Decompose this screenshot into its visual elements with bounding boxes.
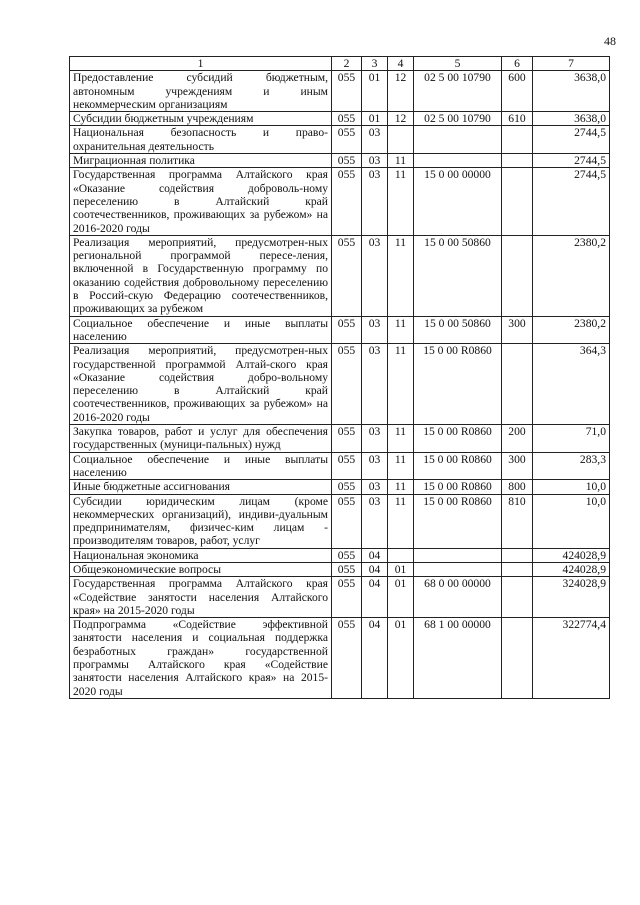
row-section: 03 bbox=[362, 344, 388, 425]
row-subsection: 12 bbox=[388, 71, 414, 112]
row-target bbox=[414, 126, 502, 154]
row-target: 15 0 00 00000 bbox=[414, 168, 502, 235]
row-subsection: 11 bbox=[388, 168, 414, 235]
row-section: 03 bbox=[362, 154, 388, 168]
row-ministry: 055 bbox=[332, 71, 362, 112]
table-row bbox=[70, 112, 610, 126]
row-section: 03 bbox=[362, 494, 388, 548]
row-expense-type bbox=[502, 577, 533, 618]
table-row bbox=[70, 71, 610, 112]
table-row bbox=[70, 452, 610, 480]
row-subsection: 01 bbox=[388, 618, 414, 699]
row-amount: 2380,2 bbox=[533, 316, 610, 344]
row-amount: 10,0 bbox=[533, 480, 610, 494]
row-expense-type bbox=[502, 126, 533, 154]
row-name: Общеэкономические вопросы bbox=[70, 562, 332, 576]
row-ministry: 055 bbox=[332, 112, 362, 126]
row-name: Миграционная политика bbox=[70, 154, 332, 168]
row-expense-type bbox=[502, 562, 533, 576]
row-expense-type: 800 bbox=[502, 480, 533, 494]
row-name: Субсидии бюджетным учреждениям bbox=[70, 112, 332, 126]
row-section: 03 bbox=[362, 168, 388, 235]
row-amount: 2744,5 bbox=[533, 168, 610, 235]
table-row bbox=[70, 316, 610, 344]
row-subsection: 01 bbox=[388, 562, 414, 576]
row-target: 15 0 00 R0860 bbox=[414, 494, 502, 548]
row-ministry: 055 bbox=[332, 168, 362, 235]
row-amount: 2744,5 bbox=[533, 126, 610, 154]
header-cell-ministry: 2 bbox=[332, 57, 362, 71]
row-ministry: 055 bbox=[332, 480, 362, 494]
row-section: 03 bbox=[362, 452, 388, 480]
row-expense-type: 610 bbox=[502, 112, 533, 126]
row-target: 15 0 00 R0860 bbox=[414, 425, 502, 453]
row-ministry: 055 bbox=[332, 452, 362, 480]
row-ministry: 055 bbox=[332, 618, 362, 699]
header-cell-subsection: 4 bbox=[388, 57, 414, 71]
row-name: Национальная безопасность и право-охранительная деятельность bbox=[70, 126, 332, 154]
row-name: Социальное обеспечение и иные выплаты населению bbox=[70, 452, 332, 480]
row-expense-type bbox=[502, 548, 533, 562]
row-amount: 3638,0 bbox=[533, 112, 610, 126]
table-row bbox=[70, 480, 610, 494]
row-name: Социальное обеспечение и иные выплаты населению bbox=[70, 316, 332, 344]
row-name: Закупка товаров, работ и услуг для обеспечения государственных (муници-пальных) нужд bbox=[70, 425, 332, 453]
header-cell-amount: 7 bbox=[533, 57, 610, 71]
row-section: 03 bbox=[362, 480, 388, 494]
row-expense-type: 300 bbox=[502, 452, 533, 480]
table-row bbox=[70, 154, 610, 168]
table-row bbox=[70, 126, 610, 154]
row-amount: 3638,0 bbox=[533, 71, 610, 112]
table-row bbox=[70, 168, 610, 235]
row-section: 04 bbox=[362, 548, 388, 562]
row-section: 04 bbox=[362, 618, 388, 699]
row-name: Реализация мероприятий, предусмотрен-ных региональной программой пересе-ления, включенной в Государственную программу по оказанию содействия добровольному переселению в Россий-скую Федерацию соотечественников, проживающих за рубежом bbox=[70, 235, 332, 316]
row-target: 15 0 00 50860 bbox=[414, 235, 502, 316]
header-cell-expense-type: 6 bbox=[502, 57, 533, 71]
row-target: 15 0 00 R0860 bbox=[414, 480, 502, 494]
row-subsection: 11 bbox=[388, 494, 414, 548]
row-name: Национальная экономика bbox=[70, 548, 332, 562]
row-expense-type bbox=[502, 618, 533, 699]
header-cell-target: 5 bbox=[414, 57, 502, 71]
row-amount: 424028,9 bbox=[533, 548, 610, 562]
row-expense-type: 300 bbox=[502, 316, 533, 344]
row-target: 02 5 00 10790 bbox=[414, 112, 502, 126]
row-expense-type: 810 bbox=[502, 494, 533, 548]
row-target: 02 5 00 10790 bbox=[414, 71, 502, 112]
budget-table bbox=[69, 56, 610, 699]
row-amount: 2380,2 bbox=[533, 235, 610, 316]
row-ministry: 055 bbox=[332, 154, 362, 168]
row-ministry: 055 bbox=[332, 316, 362, 344]
row-section: 03 bbox=[362, 126, 388, 154]
row-section: 01 bbox=[362, 112, 388, 126]
row-ministry: 055 bbox=[332, 126, 362, 154]
row-expense-type bbox=[502, 154, 533, 168]
row-section: 04 bbox=[362, 577, 388, 618]
row-subsection: 11 bbox=[388, 154, 414, 168]
row-name: Подпрограмма «Содействие эффективной занятости населения и социальная поддержка безработных граждан» государственной программы Алтайского края «Содействие занятости населения Алтайского края» на 2015-2020 годы bbox=[70, 618, 332, 699]
row-expense-type: 600 bbox=[502, 71, 533, 112]
table-row bbox=[70, 618, 610, 699]
row-name: Субсидии юридическим лицам (кроме некоммерческих организаций), индиви-дуальным предпринимателям, физичес-ким лицам - производителям товаров, работ, услуг bbox=[70, 494, 332, 548]
row-section: 03 bbox=[362, 316, 388, 344]
row-target: 68 1 00 00000 bbox=[414, 618, 502, 699]
row-amount: 324028,9 bbox=[533, 577, 610, 618]
row-name: Государственная программа Алтайского края «Оказание содействия доброволь-ному переселению в Алтайский край соотечественников, проживающих за рубежом» на 2016-2020 годы bbox=[70, 168, 332, 235]
row-name: Предоставление субсидий бюджетным, автономным учреждениям и иным некоммерческим организациям bbox=[70, 71, 332, 112]
row-section: 01 bbox=[362, 71, 388, 112]
row-target: 15 0 00 R0860 bbox=[414, 452, 502, 480]
row-section: 03 bbox=[362, 235, 388, 316]
table-row bbox=[70, 494, 610, 548]
row-expense-type bbox=[502, 168, 533, 235]
row-subsection: 11 bbox=[388, 480, 414, 494]
row-amount: 10,0 bbox=[533, 494, 610, 548]
row-name: Реализация мероприятий, предусмотрен-ных государственной программой Алтай-ского края «Оказание содействия добро-вольному переселению в Алтайский край соотечественников, проживающих за рубежом» на 2016-2020 годы bbox=[70, 344, 332, 425]
row-ministry: 055 bbox=[332, 577, 362, 618]
row-subsection: 11 bbox=[388, 235, 414, 316]
table-row bbox=[70, 235, 610, 316]
row-expense-type bbox=[502, 235, 533, 316]
row-amount: 283,3 bbox=[533, 452, 610, 480]
row-target bbox=[414, 548, 502, 562]
row-expense-type bbox=[502, 344, 533, 425]
row-amount: 2744,5 bbox=[533, 154, 610, 168]
row-subsection: 11 bbox=[388, 316, 414, 344]
row-subsection: 11 bbox=[388, 344, 414, 425]
table-row bbox=[70, 577, 610, 618]
row-ministry: 055 bbox=[332, 235, 362, 316]
row-ministry: 055 bbox=[332, 494, 362, 548]
row-name: Иные бюджетные ассигнования bbox=[70, 480, 332, 494]
table-row bbox=[70, 548, 610, 562]
row-subsection: 11 bbox=[388, 452, 414, 480]
row-ministry: 055 bbox=[332, 562, 362, 576]
row-amount: 424028,9 bbox=[533, 562, 610, 576]
row-amount: 364,3 bbox=[533, 344, 610, 425]
row-ministry: 055 bbox=[332, 548, 362, 562]
row-section: 04 bbox=[362, 562, 388, 576]
page-number: 48 bbox=[604, 34, 616, 48]
header-cell-section: 3 bbox=[362, 57, 388, 71]
header-cell-name: 1 bbox=[70, 57, 332, 71]
row-target bbox=[414, 562, 502, 576]
row-ministry: 055 bbox=[332, 425, 362, 453]
row-subsection: 01 bbox=[388, 577, 414, 618]
row-subsection: 11 bbox=[388, 425, 414, 453]
row-subsection bbox=[388, 126, 414, 154]
row-section: 03 bbox=[362, 425, 388, 453]
row-target bbox=[414, 154, 502, 168]
table-row bbox=[70, 425, 610, 453]
table-row bbox=[70, 344, 610, 425]
row-ministry: 055 bbox=[332, 344, 362, 425]
table-body bbox=[70, 71, 610, 699]
row-name: Государственная программа Алтайского края «Содействие занятости населения Алтайского края» на 2015-2020 годы bbox=[70, 577, 332, 618]
row-subsection bbox=[388, 548, 414, 562]
header-row bbox=[70, 57, 610, 71]
row-target: 15 0 00 R0860 bbox=[414, 344, 502, 425]
table-row bbox=[70, 562, 610, 576]
row-expense-type: 200 bbox=[502, 425, 533, 453]
row-amount: 71,0 bbox=[533, 425, 610, 453]
row-amount: 322774,4 bbox=[533, 618, 610, 699]
row-subsection: 12 bbox=[388, 112, 414, 126]
row-target: 68 0 00 00000 bbox=[414, 577, 502, 618]
row-target: 15 0 00 50860 bbox=[414, 316, 502, 344]
